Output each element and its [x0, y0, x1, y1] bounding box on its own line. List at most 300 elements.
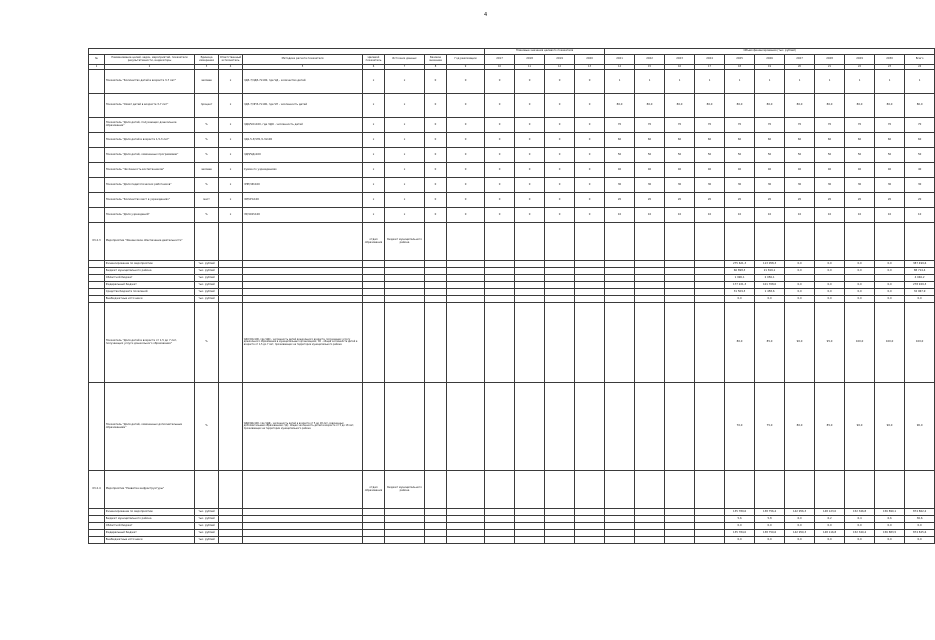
table-cell [665, 261, 695, 268]
table-cell: 0,0 [755, 296, 785, 303]
table-cell [219, 537, 243, 544]
table-cell: 0,0 [815, 268, 845, 275]
table-cell [89, 275, 105, 282]
column-index: 1 [89, 65, 105, 70]
table-cell [695, 282, 725, 289]
finance-row [89, 282, 935, 289]
table-cell: 30 [665, 178, 695, 193]
finance-row [89, 516, 935, 523]
table-cell: 10 [755, 208, 785, 223]
table-cell: 80,0 [785, 383, 815, 471]
finance-row [89, 537, 935, 544]
table-cell: ЧМ/ЧПх100 [243, 193, 363, 208]
table-cell: Показатель "Охват детей в возрасте 3-7 лет" [105, 94, 195, 118]
table-cell: х [219, 133, 243, 148]
table-body [89, 70, 935, 544]
table-cell: 1 [725, 70, 755, 94]
table-cell [575, 289, 605, 296]
table-cell: Показатель "Количество мест в учреждениях" [105, 193, 195, 208]
table-cell: ЧД3-7/ЧД3-7х100, где ЧД - количество детей [243, 70, 363, 94]
table-cell: 1 [815, 70, 845, 94]
table-cell: 142 956,3 [785, 509, 815, 516]
table-cell: 113 058,3 [755, 261, 785, 268]
table-cell [515, 509, 545, 516]
column-index: 4 [219, 65, 243, 70]
table-cell [89, 268, 105, 275]
table-cell: 0 [447, 94, 485, 118]
table-cell [785, 471, 815, 509]
table-cell: 30 [695, 178, 725, 193]
table-cell: 0 [425, 178, 447, 193]
table-cell [425, 296, 447, 303]
table-cell [485, 523, 515, 530]
table-cell: 40 [845, 163, 875, 178]
table-cell [695, 296, 725, 303]
table-cell: Показатель "Доля детей в возрасте от 1,5 до 7 лет, получающих услуги дошкольного образования" [105, 303, 195, 383]
table-cell [545, 261, 575, 268]
table-cell [695, 223, 725, 261]
table-cell: 90,0 [845, 383, 875, 471]
table-cell [635, 275, 665, 282]
column-index: 8 [425, 65, 447, 70]
table-cell: 40 [695, 163, 725, 178]
table-cell: 0 [425, 70, 447, 94]
table-cell: Областной бюджет [105, 523, 195, 530]
table-cell [485, 223, 515, 261]
table-cell [385, 289, 425, 296]
table-cell: х [363, 163, 385, 178]
table-cell [725, 223, 755, 261]
table-cell [605, 275, 635, 282]
table-cell [695, 303, 725, 383]
table-cell: тыс. рублей [195, 523, 219, 530]
table-cell [385, 282, 425, 289]
table-cell: х [385, 94, 425, 118]
table-cell: 0 [485, 94, 515, 118]
table-cell: 80,0 [905, 94, 935, 118]
table-cell: 177 221,3 [725, 282, 755, 289]
table-cell [447, 275, 485, 282]
table-cell: ЧУ/ЧОУх100 [243, 208, 363, 223]
table-cell [515, 282, 545, 289]
table-cell: 0 [575, 133, 605, 148]
table-cell [219, 261, 243, 268]
table-cell [89, 516, 105, 523]
table-cell: 0,0 [785, 261, 815, 268]
table-cell: 70 [845, 118, 875, 133]
table-cell: тыс. рублей [195, 296, 219, 303]
column-header: Целевой показатель [363, 55, 385, 65]
table-cell [89, 530, 105, 537]
table-cell: бюджет муниципального района [385, 471, 425, 509]
table-cell [243, 268, 363, 275]
table-cell: 70 [875, 118, 905, 133]
table-cell [545, 537, 575, 544]
table-cell [875, 275, 905, 282]
table-cell [605, 268, 635, 275]
table-cell: 40 [605, 163, 635, 178]
table-cell: х [385, 193, 425, 208]
table-cell [243, 289, 363, 296]
table-cell: 0,0 [785, 296, 815, 303]
table-cell [425, 268, 447, 275]
table-cell [243, 537, 363, 544]
table-cell: 60 [605, 133, 635, 148]
table-cell: 40 [815, 163, 845, 178]
table-cell [89, 523, 105, 530]
indicator-row [89, 118, 935, 133]
column-header: 2021 [605, 55, 635, 65]
table-cell: ЧДО/ЧОх100, где ЧДО - численность детей дошкольного возраста, получающих услугу дошкольного образования в муниципальных организациях; ЧО - общая численность детей в возрасте от 1,5 до 7 лет, проживающих на территории муниципального района [243, 303, 363, 383]
table-cell [243, 282, 363, 289]
table-cell: 874 862,2 [905, 509, 935, 516]
table-cell: 0 [545, 118, 575, 133]
table-cell [575, 223, 605, 261]
table-cell: х [363, 148, 385, 163]
table-cell: 0,0 [755, 523, 785, 530]
table-cell [425, 261, 447, 268]
table-cell [363, 530, 385, 537]
column-header: 2017 [485, 55, 515, 65]
table-cell [695, 383, 725, 471]
table-cell [243, 530, 363, 537]
table-cell: 0 [425, 118, 447, 133]
table-cell: 2 056,1 [755, 275, 785, 282]
table-cell: х [385, 70, 425, 94]
table-cell [665, 383, 695, 471]
table-cell: 0 [545, 163, 575, 178]
table-cell [447, 289, 485, 296]
table-cell: х [219, 178, 243, 193]
table-cell: тыс. рублей [195, 282, 219, 289]
table-cell: 50 [785, 148, 815, 163]
table-cell [605, 471, 635, 509]
table-cell: 60 [635, 133, 665, 148]
table-cell: 0 [575, 193, 605, 208]
table-cell: х [363, 208, 385, 223]
table-cell [89, 178, 105, 193]
table-cell: человек [195, 163, 219, 178]
table-cell [545, 296, 575, 303]
table-cell [425, 509, 447, 516]
table-cell: 0 [425, 163, 447, 178]
column-header: 2025 [725, 55, 755, 65]
table-cell: бюджет муниципального района [385, 223, 425, 261]
table-cell [195, 223, 219, 261]
table-cell [89, 94, 105, 118]
table-cell: 80,0 [875, 94, 905, 118]
table-cell: Бюджет муниципального района [105, 268, 195, 275]
table-cell [695, 289, 725, 296]
table-cell: 0 [515, 178, 545, 193]
table-cell: 0 [485, 193, 515, 208]
table-cell: 1 [635, 70, 665, 94]
table-cell: 10 [605, 208, 635, 223]
table-cell: 10 [695, 208, 725, 223]
table-cell: 30 [605, 178, 635, 193]
table-cell [695, 471, 725, 509]
table-cell [665, 530, 695, 537]
table-cell [363, 537, 385, 544]
table-cell: 156 890,1 [875, 509, 905, 516]
table-cell: 0 [515, 148, 545, 163]
table-cell: Сумма по учреждениям [243, 163, 363, 178]
table-cell [425, 275, 447, 282]
table-cell: 50 [815, 148, 845, 163]
table-cell: х [363, 70, 385, 94]
table-cell [485, 516, 515, 523]
table-cell [605, 303, 635, 383]
table-cell: 0,0 [725, 296, 755, 303]
table-cell [695, 275, 725, 282]
table-cell [665, 537, 695, 544]
table-cell: х [219, 70, 243, 94]
table-cell: 138 756,4 [755, 509, 785, 516]
table-cell [385, 530, 425, 537]
table-cell: ЧДП/ЧДх100 [243, 148, 363, 163]
table-cell [545, 282, 575, 289]
table-cell [575, 383, 605, 471]
column-index: 17 [695, 65, 725, 70]
table-cell: 80,0 [635, 94, 665, 118]
table-cell: 5,6 [725, 516, 755, 523]
table-cell: ЧДД/ЧДх100, где ЧДД - численность детей в возрасте от 5 до 18 лет, охваченных дополнительным образованием; ЧД - общая численность детей в возрасте от 5 до 18 лет, проживающих на территории муниципального района [243, 383, 363, 471]
table-cell: 80,0 [665, 94, 695, 118]
table-cell: 0,0 [875, 261, 905, 268]
table-cell: 1 [605, 70, 635, 94]
table-cell: 0 [575, 118, 605, 133]
table-cell: х [219, 118, 243, 133]
indicator-row [89, 148, 935, 163]
table-cell: Внебюджетные источники [105, 296, 195, 303]
table-cell [665, 509, 695, 516]
table-cell: 60 [845, 133, 875, 148]
table-cell: 60 [755, 133, 785, 148]
table-cell [219, 296, 243, 303]
table-cell: тыс. рублей [195, 289, 219, 296]
table-cell: 60 [875, 133, 905, 148]
table-cell [845, 223, 875, 261]
table-cell [425, 289, 447, 296]
table-cell: 60 [815, 133, 845, 148]
column-header: 2030 [875, 55, 905, 65]
table-cell: ЧДО/ЧОх100, где ЧДО - численность детей [243, 118, 363, 133]
table-cell: 66 898,3 [725, 268, 755, 275]
table-cell [515, 289, 545, 296]
table-cell: Показатель "Доля детей, охваченных программами" [105, 148, 195, 163]
table-cell: 30 [635, 178, 665, 193]
table-cell: 100,0 [905, 303, 935, 383]
plan-group-header: Плановые значения целевого показателя [485, 49, 605, 55]
table-cell: 0 [485, 178, 515, 193]
table-cell: 0 [447, 163, 485, 178]
finance-row [89, 289, 935, 296]
table-cell [243, 471, 363, 509]
table-cell [515, 303, 545, 383]
column-header: 2018 [515, 55, 545, 65]
table-cell: 156 883,5 [875, 530, 905, 537]
column-header: 2019 [545, 55, 575, 65]
table-cell [363, 261, 385, 268]
table-cell [575, 523, 605, 530]
column-index: 12 [545, 65, 575, 70]
table-cell [219, 268, 243, 275]
table-cell: 60 [695, 133, 725, 148]
table-cell [635, 268, 665, 275]
table-cell [575, 516, 605, 523]
table-cell: Бюджет муниципального района [105, 516, 195, 523]
table-cell: человек [195, 70, 219, 94]
table-cell: 0,0 [755, 537, 785, 544]
table-header-row [89, 55, 935, 65]
table-cell: 0 [575, 163, 605, 178]
table-cell: 31 509,3 [725, 289, 755, 296]
table-cell: х [219, 148, 243, 163]
table-cell [605, 289, 635, 296]
table-cell: х [363, 94, 385, 118]
table-cell: Показатель "Количество детей в возрасте 3-7 лет" [105, 70, 195, 94]
column-index: 11 [515, 65, 545, 70]
table-cell [605, 296, 635, 303]
table-cell [905, 471, 935, 509]
table-cell [605, 530, 635, 537]
table-cell: х [363, 178, 385, 193]
table-cell [219, 530, 243, 537]
table-cell: х [363, 193, 385, 208]
column-index: 7 [385, 65, 425, 70]
table-cell: 0 [575, 208, 605, 223]
table-cell: 100,0 [875, 303, 905, 383]
table-cell [385, 303, 425, 383]
table-cell: 135 784,0 [725, 530, 755, 537]
table-cell [665, 471, 695, 509]
table-cell: 6,6 [875, 516, 905, 523]
finance-row [89, 523, 935, 530]
table-cell [695, 537, 725, 544]
table-cell [575, 268, 605, 275]
table-cell: 10 [875, 208, 905, 223]
column-header: 2024 [695, 55, 725, 65]
table-cell: 0,0 [725, 537, 755, 544]
table-cell: 60 [905, 133, 935, 148]
indicator-row [89, 70, 935, 94]
table-cell: 70 [665, 118, 695, 133]
table-cell: 387 499,6 [905, 261, 935, 268]
table-cell: 0,0 [905, 537, 935, 544]
table-cell [635, 383, 665, 471]
long-indicator-row [89, 303, 935, 383]
table-cell [485, 261, 515, 268]
column-index: 3 [195, 65, 219, 70]
table-cell: 50 [605, 148, 635, 163]
table-cell: 0,0 [845, 282, 875, 289]
table-cell: 20 [605, 193, 635, 208]
table-cell [575, 303, 605, 383]
table-cell: 0 [545, 178, 575, 193]
table-cell: 148 116,8 [815, 530, 845, 537]
table-cell [219, 223, 243, 261]
table-cell [815, 471, 845, 509]
table-cell: 80,0 [845, 94, 875, 118]
column-header: 2023 [665, 55, 695, 65]
table-cell [665, 282, 695, 289]
table-cell: 03.2.4 [89, 471, 105, 509]
table-cell [219, 509, 243, 516]
table-cell: 80,0 [815, 94, 845, 118]
table-cell [635, 509, 665, 516]
table-cell: 70 [905, 118, 935, 133]
column-header: 2028 [815, 55, 845, 65]
column-header: 2020 [575, 55, 605, 65]
table-cell: 80,0 [725, 94, 755, 118]
table-cell [605, 537, 635, 544]
table-cell [605, 223, 635, 261]
table-cell [385, 268, 425, 275]
table-cell: 60 [785, 133, 815, 148]
table-cell: 0 [515, 133, 545, 148]
column-index: 19 [755, 65, 785, 70]
table-cell [425, 303, 447, 383]
table-cell [635, 530, 665, 537]
table-cell: 80,0 [785, 94, 815, 118]
table-cell: 100,0 [845, 303, 875, 383]
table-cell: % [195, 178, 219, 193]
table-cell [515, 530, 545, 537]
table-cell: 0,0 [725, 523, 755, 530]
column-header: Год реализации [447, 55, 485, 65]
table-cell: 50 [635, 148, 665, 163]
table-cell: % [195, 303, 219, 383]
table-cell [545, 523, 575, 530]
table-cell [605, 282, 635, 289]
table-cell: 6,4 [845, 516, 875, 523]
table-cell [447, 223, 485, 261]
table-cell: 0 [425, 148, 447, 163]
table-cell: тыс. рублей [195, 261, 219, 268]
table-cell: процент [195, 94, 219, 118]
table-cell: 0,0 [905, 523, 935, 530]
indicator-row [89, 94, 935, 118]
table-cell: 60 [665, 133, 695, 148]
table-cell: Федеральный бюджет [105, 282, 195, 289]
finance-row [89, 268, 935, 275]
table-cell: 0 [447, 70, 485, 94]
table-cell: 03.2.3 [89, 223, 105, 261]
table-cell [845, 275, 875, 282]
table-cell: 80,0 [695, 94, 725, 118]
table-cell: отдел образования [363, 223, 385, 261]
table-cell [515, 223, 545, 261]
table-cell: 1 990,1 [725, 275, 755, 282]
table-cell: 0 [545, 70, 575, 94]
table-cell: 10 [845, 208, 875, 223]
table-cell: 88 714,4 [905, 268, 935, 275]
table-cell [635, 261, 665, 268]
table-cell: 152 340,4 [845, 530, 875, 537]
table-cell [485, 289, 515, 296]
table-cell: х [385, 133, 425, 148]
finance-row [89, 261, 935, 268]
table-cell: 0,0 [875, 282, 905, 289]
column-header: Базовое значение [425, 55, 447, 65]
table-cell [545, 303, 575, 383]
table-cell [425, 282, 447, 289]
program-indicators-table [88, 48, 935, 544]
table-cell: 20 [875, 193, 905, 208]
table-cell [755, 223, 785, 261]
table-cell: 50 [665, 148, 695, 163]
table-cell [219, 516, 243, 523]
